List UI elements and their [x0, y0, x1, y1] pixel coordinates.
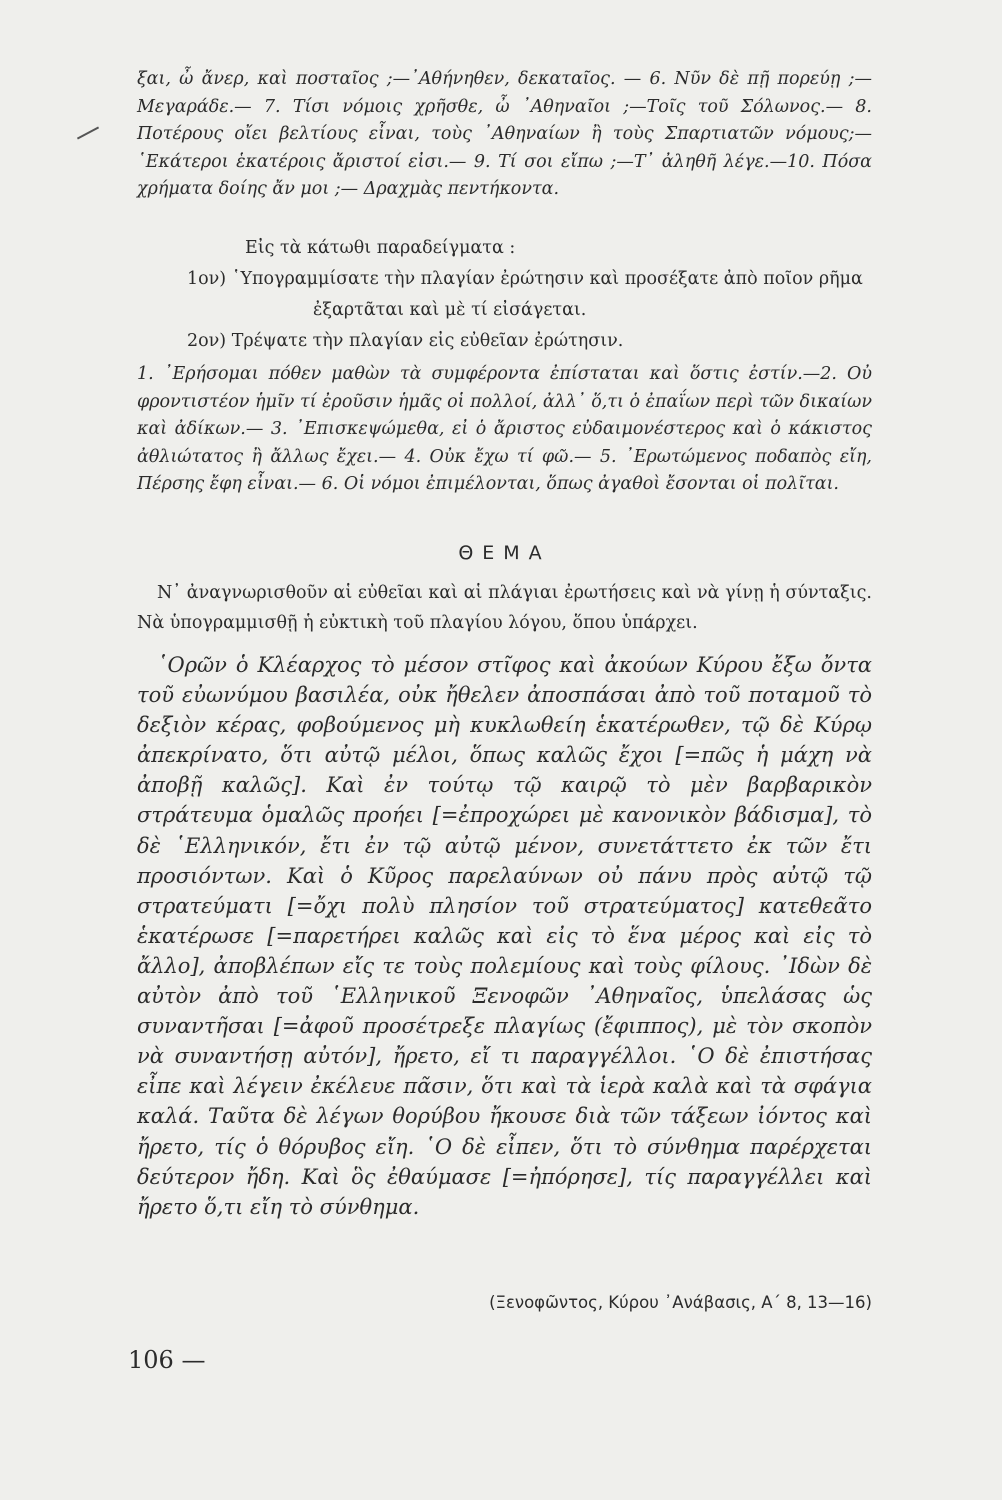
theme-instructions-block — [137, 578, 872, 638]
theme-instructions: Ν᾿ ἀναγνωρισθοῦν αἱ εὐθεῖαι καὶ αἱ πλάγιαι ἐρωτήσεις καὶ νὰ γίνῃ ἡ σύνταξις. Νὰ ὑπογραμμισθῇ ἡ εὐκτικὴ τοῦ πλαγίου λόγου, ὅπου ὑπάρχει. — [137, 583, 872, 633]
task-one: 1ον) ῾Υπογραμμίσατε τὴν πλαγίαν ἐρώτησιν καὶ προσέξατε ἀπὸ ποῖον ρῆμα ἐξαρτᾶται καὶ μὲ τί εἰσάγεται. — [187, 269, 863, 320]
page-number: 106 — — [128, 1346, 206, 1374]
task-two: 2ον) Τρέψατε τὴν πλαγίαν εἰς εὐθεῖαν ἐρώτησιν. — [187, 331, 624, 351]
examples: 1. ᾿Ερήσομαι πόθεν μαθὼν τὰ συμφέροντα ἐπίσταται καὶ ὅστις ἐστίν.—2. Οὐ φροντιστέον ἡμῖν τί ἐροῦσιν ἡμᾶς οἱ πολλοί, ἀλλ᾿ ὅ,τι ὁ ἐπαΐων περὶ τῶν δικαίων καὶ ἀδίκων.— 3. ᾿Επισκεψώμεθα, εἰ ὁ ἄριστος εὐδαιμονέστερος καὶ ὁ κάκιστος ἀθλιώτατος ἢ ἄλλως ἔχει.— 4. Οὐκ ἔχω τί φῶ.— 5. ᾿Ερωτώμενος ποδαπὸς εἴη, Πέρσης ἔφη εἶναι.— 6. Οἱ νόμοι ἐπιμέλονται, ὅπως ἀγαθοὶ ἔσονται οἱ πολῖται. — [137, 364, 872, 495]
exercise-answers-block — [137, 66, 872, 204]
theme-heading-block — [137, 542, 872, 564]
passage-text: ῾Ορῶν ὁ Κλέαρχος τὸ μέσον στῖφος καὶ ἀκούων Κύρου ἔξω ὄντα τοῦ εὐωνύμου βασιλέα, οὐκ ἤθελεν ἀποσπάσαι ἀπὸ τοῦ ποταμοῦ τὸ δεξιὸν κέρας, φοβούμενος μὴ κυκλωθείη ἑκατέρωθεν, τῷ δὲ Κύρῳ ἀπεκρίνατο, ὅτι αὐτῷ μέλοι, ὅπως καλῶς ἔχοι [=πῶς ἡ μάχη νὰ ἀποβῇ καλῶς]. Καὶ ἐν τούτῳ τῷ καιρῷ τὸ μὲν βαρβαρικὸν στράτευμα ὁμαλῶς προήει [=ἐπροχώρει μὲ κανονικὸν βάδισμα], τὸ δὲ ῾Ελληνικόν, ἔτι ἐν τῷ αὐτῷ μένον, συνετάττετο ἐκ τῶν ἔτι προσιόντων. Καὶ ὁ Κῦρος παρελαύνων οὐ πάνυ πρὸς αὐτῷ τῷ στρατεύματι [=ὄχι πολὺ πλησίον τοῦ στρατεύματος] κατεθεᾶτο ἑκατέρωσε [=παρετήρει καλῶς καὶ εἰς τὸ ἕνα μέρος καὶ εἰς τὸ ἄλλο], ἀποβλέπων εἴς τε τοὺς πολεμίους καὶ τοὺς φίλους. ᾿Ιδὼν δὲ αὐτὸν ἀπὸ τοῦ ῾Ελληνικοῦ Ξενοφῶν ᾿Αθηναῖος, ὑπελάσας ὡς συναντῆσαι [=ἀφοῦ προσέτρεξε πλαγίως (ἔφιππος), μὲ τὸν σκοπὸν νὰ συναντήσῃ αὐτόν], ἤρετο, εἴ τι παραγγέλλοι. ῾Ο δὲ ἐπιστήσας εἶπε καὶ λέγειν ἐκέλευε πᾶσιν, ὅτι καὶ τὰ ἱερὰ καλὰ καὶ τὰ σφάγια καλά. Ταῦτα δὲ λέγων θορύβου ἤκουσε διὰ τῶν τάξεων ἰόντος καὶ ἤρετο, τίς ὁ θόρυβος εἴη. ῾Ο δὲ εἶπεν, ὅτι τὸ σύνθημα παρέρχεται δεύτερον ἤδη. Καὶ ὃς ἐθαύμασε [=ἠπόρησε], τίς παραγγέλλει καὶ ἤρετο ὅ,τι εἴη τὸ σύνθημα. — [137, 653, 872, 1219]
margin-pencil-mark — [77, 126, 99, 139]
citation: (Ξενοφῶντος, Κύρου ᾿Ανάβασις, Α΄ 8, 13—16) — [489, 1293, 872, 1312]
exercise-answers: ξαι, ὦ ἄνερ, καὶ ποσταῖος ;—᾿Αθήνηθεν, δεκαταῖος. — 6. Νῦν δὲ πῇ πορεύῃ ;—Μεγαράδε.— 7. Τίσι νόμοις χρῆσθε, ὦ ᾿Αθηναῖοι ;—Τοῖς τοῦ Σόλωνος.— 8. Ποτέρους οἴει βελτίους εἶναι, τοὺς ᾿Αθηναίων ἢ τοὺς Σπαρτιατῶν νόμους;—῾Εκάτεροι ἑκατέροις ἄριστοί εἰσι.— 9. Τί σοι εἴπω ;—Τ᾿ ἀληθῆ λέγε.—10. Πόσα χρήματα δοίης ἄν μοι ;— Δραχμὰς πεντήκοντα. — [137, 69, 872, 200]
examples-intro: Εἰς τὰ κάτωθι παραδείγματα : — [245, 238, 516, 258]
passage-block — [137, 650, 872, 1222]
examples-block — [137, 361, 872, 499]
citation-block — [137, 1293, 872, 1312]
theme-heading: ΘΕΜΑ — [458, 542, 551, 564]
instructions-block — [137, 233, 872, 357]
